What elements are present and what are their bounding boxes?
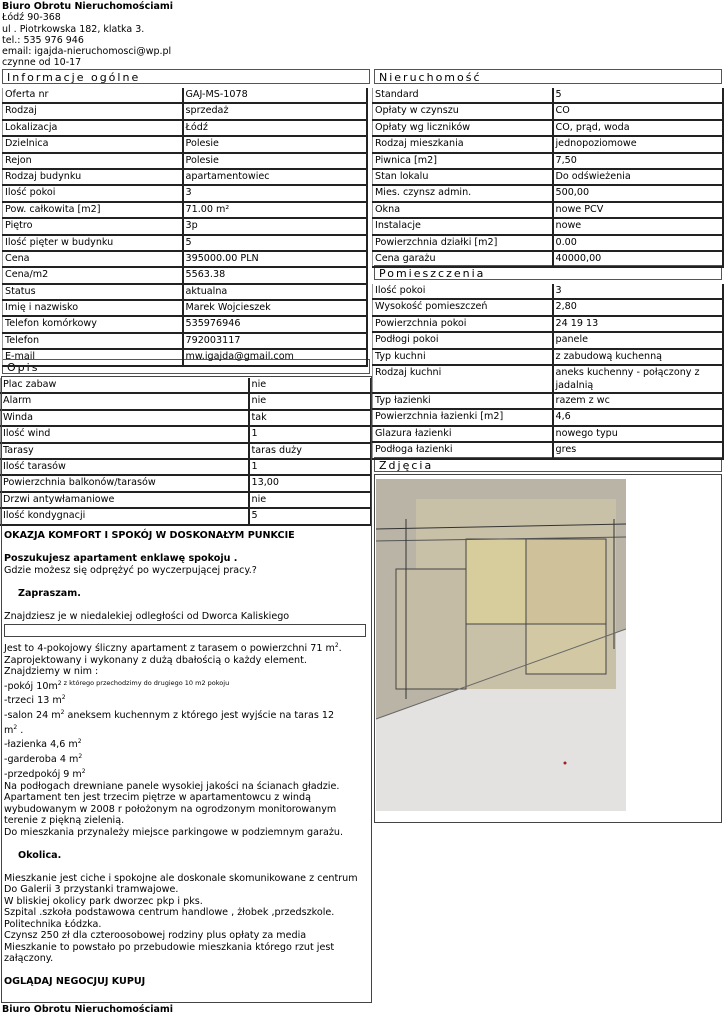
desc-invite: Zapraszam. <box>18 587 81 599</box>
row-value: mw.igajda@gmail.com <box>183 349 367 365</box>
desc-line: Na podłogach drewniane panele wysokiej jakości na ścianach gładzie. <box>4 780 340 792</box>
table-row <box>3 103 367 119</box>
rooms-table <box>372 284 724 460</box>
row-value: 1 <box>249 426 371 442</box>
table-row <box>373 202 723 218</box>
table-row <box>373 349 723 365</box>
row-value: 40000,00 <box>553 251 723 267</box>
row-label: E-mail <box>3 349 183 365</box>
row-value: z zabudową kuchenną <box>553 349 723 365</box>
row-value: razem z wc <box>553 393 723 409</box>
table-row <box>373 185 723 201</box>
row-label: Cena garażu <box>373 251 553 267</box>
desc-line: Apartament ten jest trzecim piętrze w apartamentowcu z windą wybudowanym w 2008 r położonym na ogrodzonym monitorowanym terenie z piękną zielenią. <box>4 792 337 826</box>
desc-line: -łazienka 4,6 $m^2$ <box>4 738 82 751</box>
row-label: Powierzchnia balkonów/tarasów <box>1 475 249 491</box>
section-title-general: Informacje ogólne <box>2 69 370 84</box>
table-row <box>373 218 723 234</box>
row-label: Drzwi antywłamaniowe <box>1 492 249 508</box>
row-value: nie <box>249 492 371 508</box>
row-value: jednopoziomowe <box>553 136 723 152</box>
row-value: nie <box>249 378 371 393</box>
table-row <box>373 426 723 442</box>
desc-line: $m^2$ . <box>4 723 24 736</box>
footer-agency-name: Biuro Obrotu Nieruchomościami <box>2 1004 174 1015</box>
table-row <box>3 267 367 283</box>
table-row <box>373 153 723 169</box>
row-label: Alarm <box>1 393 249 409</box>
agency-email: email: igajda-nieruchomosci@wp.pl <box>2 46 172 58</box>
empty-field-box <box>4 624 366 637</box>
section-title-photos: Zdjęcia <box>374 457 722 472</box>
desc-headline: OKAZJA KOMFORT I SPOKÓJ W DOSKONAŁYM PUNKCIE <box>4 530 295 541</box>
row-label: Lokalizacja <box>3 120 183 136</box>
desc-line: Jest to 4-pokojowy śliczny apartament z tarasem o powierzchni 71 $m^2$. <box>4 642 342 655</box>
row-value: aktualna <box>183 284 367 300</box>
row-label: Rodzaj kuchni <box>373 365 553 393</box>
desc-line: Do Galerii 3 przystanki tramwajowe. <box>4 884 179 895</box>
row-value: CO, prąd, woda <box>553 120 723 136</box>
row-label: Ilość wind <box>1 426 249 442</box>
section-title-rooms: Pomieszczenia <box>374 265 722 280</box>
desc-line: -garderoba 4 $m^2$ <box>4 753 83 766</box>
row-value: 535976946 <box>183 316 367 332</box>
row-value: Marek Wojcieszek <box>183 300 367 316</box>
row-value: 5 <box>553 88 723 103</box>
row-value: tak <box>249 410 371 426</box>
row-label: Rodzaj mieszkania <box>373 136 553 152</box>
row-value: 3 <box>183 185 367 201</box>
table-row <box>3 88 367 103</box>
table-row <box>373 136 723 152</box>
row-label: Wysokość pomieszczeń <box>373 299 553 315</box>
row-value: 500,00 <box>553 185 723 201</box>
row-label: Cena <box>3 251 183 267</box>
row-value: 3p <box>183 218 367 234</box>
row-value: Polesie <box>183 153 367 169</box>
table-row <box>373 103 723 119</box>
section-title-description: Opis <box>2 359 370 374</box>
row-label: Podłoga łazienki <box>373 442 553 458</box>
row-label: Typ kuchni <box>373 349 553 365</box>
agency-name: Biuro Obrotu Nieruchomościami <box>2 1 174 12</box>
row-value: nowe <box>553 218 723 234</box>
row-value: 0.00 <box>553 235 723 251</box>
desc-line: -przedpokój 9 $m^2$ <box>4 767 86 780</box>
row-value: gres <box>553 442 723 458</box>
desc-line: Mieszkanie to powstało po przebudowie mieszkania którego rzut jest załączony. <box>4 941 335 964</box>
desc-line: Do mieszkania przynależy miejsce parkingowe w podziemnym garażu. <box>4 826 344 838</box>
table-row <box>3 153 367 169</box>
row-value: 4,6 <box>553 409 723 425</box>
desc-closing: OGLĄDAJ NEGOCJUJ KUPUJ <box>4 976 146 987</box>
section-title-property: Nieruchomość <box>374 69 722 84</box>
table-row <box>3 333 367 349</box>
agency-address: ul . Piotrkowska 182, klatka 3. <box>2 23 145 35</box>
table-row <box>373 316 723 332</box>
row-label: Cena/m2 <box>3 267 183 283</box>
row-value: 395000.00 PLN <box>183 251 367 267</box>
table-row <box>373 284 723 299</box>
row-label: Powierzchnia łazienki [m2] <box>373 409 553 425</box>
row-value: panele <box>553 332 723 348</box>
row-value: 13,00 <box>249 475 371 491</box>
table-row <box>373 88 723 103</box>
row-label: Rodzaj budynku <box>3 169 183 185</box>
row-value: taras duży <box>249 443 371 459</box>
table-row <box>373 299 723 315</box>
row-label: Dzielnica <box>3 136 183 152</box>
table-row <box>373 409 723 425</box>
row-label: Ilość pokoi <box>3 185 183 201</box>
row-value: 5 <box>249 508 371 524</box>
table-row <box>373 332 723 348</box>
row-label: Ilość pięter w budynku <box>3 235 183 251</box>
row-value: 7,50 <box>553 153 723 169</box>
desc-line: Mieszkanie jest ciche i spokojne ale doskonale skomunikowane z centrum <box>4 872 358 884</box>
row-label: Imię i nazwisko <box>3 300 183 316</box>
table-row <box>3 218 367 234</box>
agency-header <box>2 1 173 69</box>
desc-location: Znajdziesz je w niedalekiej odległości od Dworca Kaliskiego <box>4 610 290 622</box>
table-row <box>373 365 723 393</box>
table-row <box>3 349 367 365</box>
table-row <box>373 169 723 185</box>
agency-hours: czynne od 10-17 <box>2 57 82 69</box>
row-label: Rodzaj <box>3 103 183 119</box>
row-label: Stan lokalu <box>373 169 553 185</box>
table-row <box>3 185 367 201</box>
row-label: Telefon <box>3 333 183 349</box>
table-row <box>373 393 723 409</box>
table-row <box>373 251 723 267</box>
row-value: 1 <box>249 459 371 475</box>
row-label: Standard <box>373 88 553 103</box>
table-row <box>373 120 723 136</box>
table-row <box>3 202 367 218</box>
row-value: Łódź <box>183 120 367 136</box>
row-label: Okna <box>373 202 553 218</box>
row-label: Winda <box>1 410 249 426</box>
agency-city: Łódź 90-368 <box>2 12 61 24</box>
desc-line: Szpital .szkoła podstawowa centrum handlowe , żłobek ,przedszkole. Politechnika Łódzka. <box>4 907 335 930</box>
row-label: Ilość kondygnacji <box>1 508 249 524</box>
row-label: Plac zabaw <box>1 378 249 393</box>
row-value: 5563.38 <box>183 267 367 283</box>
row-label: Rejon <box>3 153 183 169</box>
row-label: Glazura łazienki <box>373 426 553 442</box>
row-label: Podłogi pokoi <box>373 332 553 348</box>
row-value: 71.00 m² <box>183 202 367 218</box>
table-row <box>3 300 367 316</box>
table-row <box>3 120 367 136</box>
desc-line: Gdzie możesz się odprężyć po wyczerpującej pracy.? <box>4 564 257 576</box>
table-row <box>373 442 723 458</box>
floor-plan-image[interactable] <box>376 479 626 811</box>
row-label: Pow. całkowita [m2] <box>3 202 183 218</box>
row-value: 5 <box>183 235 367 251</box>
desc-area-heading: Okolica. <box>18 849 62 861</box>
row-label: Telefon komórkowy <box>3 316 183 332</box>
table-row <box>373 235 723 251</box>
row-value: 24 19 13 <box>553 316 723 332</box>
row-label: Powierzchnia działki [m2] <box>373 235 553 251</box>
desc-line: -salon 24 $m^2$ aneksem kuchennym z którego jest wyjście na taras 12 <box>4 709 335 722</box>
row-label: Mies. czynsz admin. <box>373 185 553 201</box>
row-label: Opłaty wg liczników <box>373 120 553 136</box>
row-value: Polesie <box>183 136 367 152</box>
row-value: 2,80 <box>553 299 723 315</box>
desc-line: -pokój $10m^2$ $^{z którego przechodzimy do drugiego 10 m2 pokoju}$ <box>4 678 230 692</box>
row-label: Status <box>3 284 183 300</box>
desc-line: W bliskiej okolicy park dworzec pkp i pks. <box>4 895 203 907</box>
row-label: Ilość pokoi <box>373 284 553 299</box>
desc-line: -trzeci 13 $m^2$ <box>4 694 66 707</box>
table-row <box>3 169 367 185</box>
row-label: Ilość tarasów <box>1 459 249 475</box>
row-value: nowe PCV <box>553 202 723 218</box>
table-row <box>3 136 367 152</box>
row-label: Oferta nr <box>3 88 183 103</box>
general-info-table <box>2 88 368 367</box>
row-value: aneks kuchenny - połączony z jadalnią <box>553 365 723 393</box>
table-row <box>3 235 367 251</box>
row-label: Powierzchnia pokoi <box>373 316 553 332</box>
table-row <box>3 316 367 332</box>
row-value: sprzedaż <box>183 103 367 119</box>
row-value: nie <box>249 393 371 409</box>
row-label: Opłaty w czynszu <box>373 103 553 119</box>
row-value: 3 <box>553 284 723 299</box>
desc-line: Znajdziemy w nim : <box>4 666 99 678</box>
row-label: Piętro <box>3 218 183 234</box>
property-table <box>372 88 724 268</box>
desc-intro: Poszukujesz apartament enklawę spokoju . <box>4 553 238 564</box>
row-label: Instalacje <box>373 218 553 234</box>
table-row <box>3 284 367 300</box>
row-value: apartamentowiec <box>183 169 367 185</box>
row-value: Do odświeżenia <box>553 169 723 185</box>
desc-line: Czynsz 250 zł dla czteroosobowej rodziny plus opłaty za media <box>4 930 307 941</box>
row-value: 792003117 <box>183 333 367 349</box>
table-row <box>3 251 367 267</box>
description-text <box>4 530 366 988</box>
desc-line: Zaprojektowany i wykonany z dużą dbałością o każdy element. <box>4 654 307 666</box>
row-label: Typ łazienki <box>373 393 553 409</box>
row-value: nowego typu <box>553 426 723 442</box>
row-label: Tarasy <box>1 443 249 459</box>
row-value: GAJ-MS-1078 <box>183 88 367 103</box>
row-value: CO <box>553 103 723 119</box>
agency-phone: tel.: 535 976 946 <box>2 34 84 46</box>
floor-plan-drawing <box>376 479 626 811</box>
row-label: Piwnica [m2] <box>373 153 553 169</box>
